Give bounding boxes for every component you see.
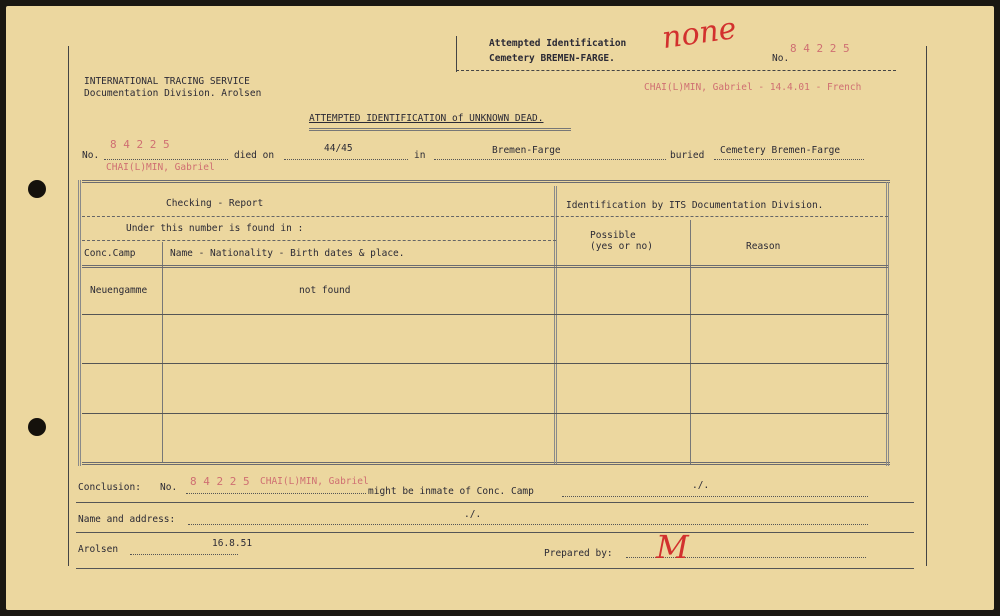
record-name: CHAI(L)MIN, Gabriel [106, 162, 215, 173]
in-label: in [414, 150, 426, 161]
col-name: Name - Nationality - Birth dates & place. [170, 248, 405, 259]
record-no-value: 8 4 2 2 5 [110, 138, 170, 151]
table-top-border [82, 180, 890, 183]
conclusion-label: Conclusion: [78, 482, 141, 493]
name-address-value: ./. [464, 509, 482, 520]
row-name: not found [299, 285, 351, 296]
conclusion-text: might be inmate of Conc. Camp [368, 486, 534, 497]
stamp-border [456, 70, 896, 71]
died-value: 44/45 [324, 143, 353, 154]
buried-label: buried [670, 150, 705, 161]
name-address-label: Name and address: [78, 514, 176, 525]
identification-header: Identification by ITS Documentation Division. [566, 200, 824, 211]
punch-hole [28, 180, 46, 198]
stamp-no-value: 8 4 2 2 5 [790, 42, 850, 55]
checking-header: Checking - Report [166, 198, 264, 209]
prepared-label: Prepared by: [544, 548, 613, 559]
col-possible: Possible [590, 230, 636, 241]
table-bottom-border [82, 462, 890, 465]
under-number-label: Under this number is found in : [126, 223, 304, 234]
title-underline [309, 128, 571, 131]
footer-date: 16.8.51 [212, 538, 253, 549]
conclusion-value: ./. [692, 480, 710, 491]
handwritten-note: none [659, 10, 739, 57]
red-header: CHAI(L)MIN, Gabriel - 14.4.01 - French [644, 82, 862, 93]
buried-value: Cemetery Bremen-Farge [720, 145, 841, 156]
record-no-label: No. [82, 150, 100, 161]
stamp-no-label: No. [772, 53, 790, 64]
conclusion-no-value: 8 4 2 2 5 [190, 475, 250, 488]
col-camp: Conc.Camp [84, 248, 136, 259]
stamp-line1: Attempted Identification [489, 38, 627, 49]
record-card [6, 6, 994, 610]
prepared-signature: M [656, 528, 689, 566]
row-camp: Neuengamme [90, 285, 148, 296]
issuer-line2: Documentation Division. Arolsen [84, 88, 262, 99]
footer-place: Arolsen [78, 544, 119, 555]
conclusion-name: CHAI(L)MIN, Gabriel [260, 476, 369, 487]
form-title: ATTEMPTED IDENTIFICATION of UNKNOWN DEAD. [309, 113, 544, 124]
stamp-border [456, 36, 457, 72]
died-label: died on [234, 150, 275, 161]
punch-hole [28, 418, 46, 436]
col-possible-sub: (yes or no) [590, 241, 653, 252]
issuer-line1: INTERNATIONAL TRACING SERVICE [84, 76, 250, 87]
col-reason: Reason [746, 241, 781, 252]
conclusion-no-label: No. [160, 482, 178, 493]
stamp-line2: Cemetery BREMEN-FARGE. [489, 53, 615, 64]
in-value: Bremen-Farge [492, 145, 561, 156]
